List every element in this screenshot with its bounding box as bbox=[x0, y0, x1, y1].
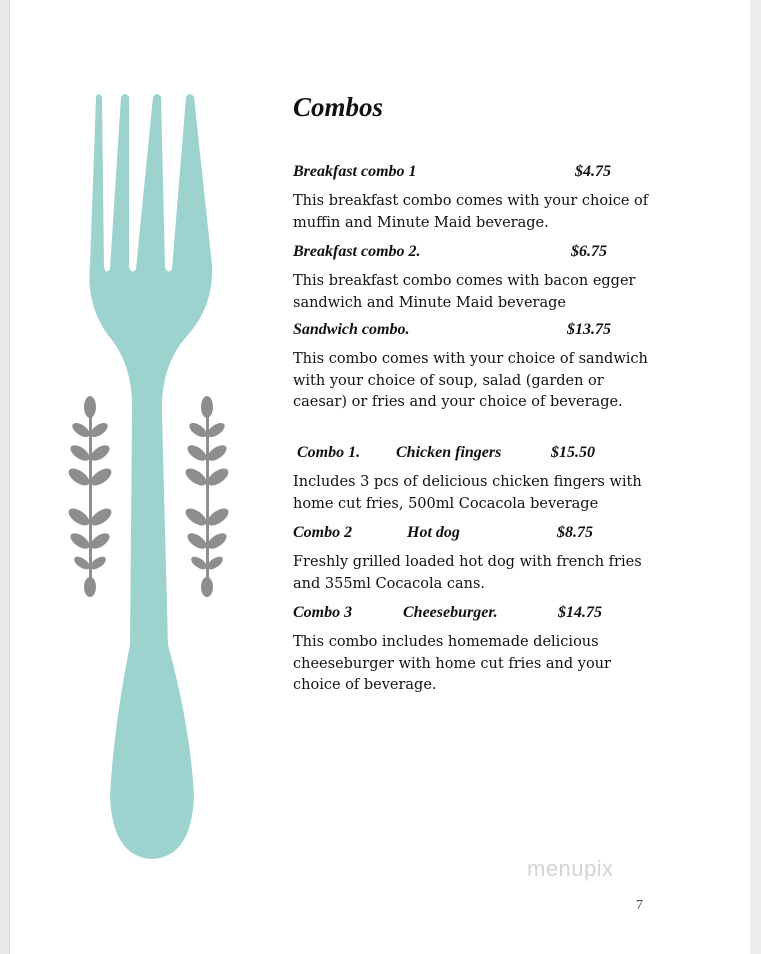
item-name: Sandwich combo. bbox=[293, 321, 410, 338]
item-description: This combo includes homemade delicious cheeseburger with home cut fries and your choice of beverage. bbox=[293, 634, 611, 694]
item-price: $8.75 bbox=[557, 524, 593, 541]
watermark-logo: menupix bbox=[527, 856, 614, 881]
item-name: Breakfast combo 2. bbox=[293, 243, 421, 260]
item-subname: Hot dog bbox=[407, 524, 460, 541]
item-description: Includes 3 pcs of delicious chicken fingers with home cut fries, 500ml Cocacola beverage bbox=[293, 474, 642, 512]
item-name: Combo 3 bbox=[293, 604, 353, 621]
item-price: $15.50 bbox=[551, 444, 595, 461]
item-price: $6.75 bbox=[571, 243, 607, 260]
item-subname: Cheeseburger. bbox=[403, 604, 498, 621]
page-number: 7 bbox=[636, 898, 643, 913]
right-sprig-icon bbox=[183, 396, 232, 597]
item-description: This breakfast combo comes with your choice of muffin and Minute Maid beverage. bbox=[293, 193, 649, 231]
item-name: Breakfast combo 1 bbox=[293, 163, 417, 180]
left-sprig-icon bbox=[66, 396, 115, 597]
item-price: $4.75 bbox=[575, 163, 611, 180]
page-title: Combos bbox=[293, 92, 384, 122]
item-description: This combo comes with your choice of sandwich with your choice of soup, salad (garden or caesar) or fries and your choice of beverage. bbox=[293, 351, 648, 411]
item-price: $14.75 bbox=[558, 604, 602, 621]
item-name: Combo 2 bbox=[293, 524, 353, 541]
item-name: Combo 1. bbox=[297, 444, 361, 461]
item-description: Freshly grilled loaded hot dog with french fries and 355ml Cocacola cans. bbox=[293, 554, 642, 592]
fork-illustration bbox=[60, 85, 240, 870]
item-description: This breakfast combo comes with bacon egger sandwich and Minute Maid beverage bbox=[293, 273, 636, 311]
page-edge bbox=[750, 0, 761, 954]
item-price: $13.75 bbox=[567, 321, 611, 338]
item-subname: Chicken fingers bbox=[396, 444, 502, 461]
